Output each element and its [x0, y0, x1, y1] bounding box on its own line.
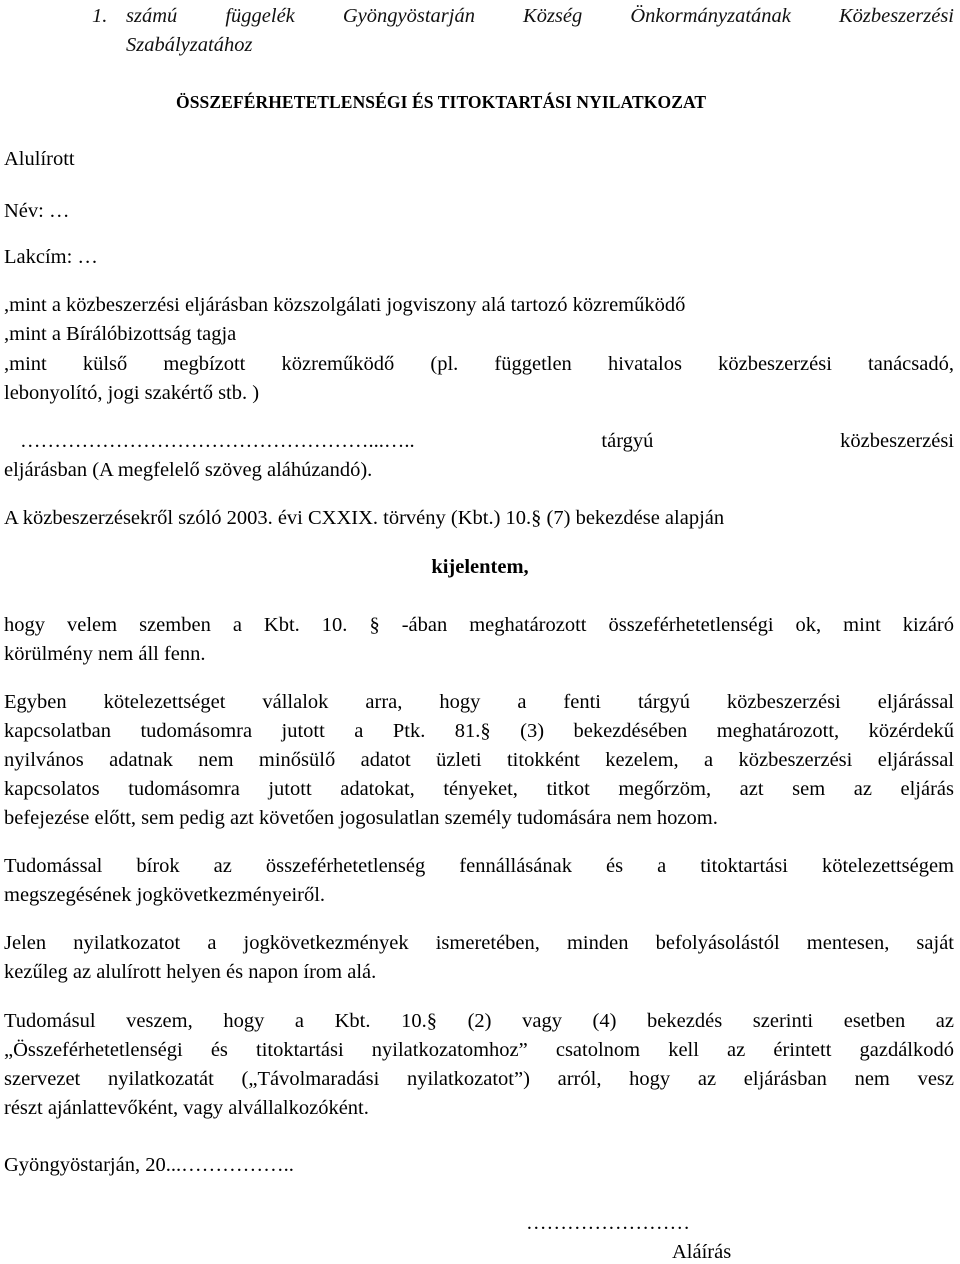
signature-label: Aláírás — [672, 1241, 732, 1263]
paragraph-4-line-2: kezűleg az alulírott helyen és napon írom alá. — [4, 961, 377, 983]
paragraph-2-line-1: Egyben kötelezettséget vállalok arra, hogy a fenti tárgyú közbeszerzési eljárással — [4, 691, 954, 713]
paragraph-2-line-4: kapcsolatos tudomásomra jutott adatokat, tényeket, titkot megőrzöm, azt sem az eljárás — [4, 778, 954, 800]
paragraph-3-line-1: Tudomással bírok az összeférhetetlenség fennállásának és a titoktartási kötelezettségem — [4, 855, 954, 877]
role-option-1: ,mint a közbeszerzési eljárásban közszolgálati jogviszony alá tartozó közreműködő — [4, 294, 686, 316]
undersigned-label: Alulírott — [4, 148, 75, 170]
paragraph-4-line-1: Jelen nyilatkozatot a jogkövetkezmények ismeretében, minden befolyásolástól mentesen, saját — [4, 932, 954, 954]
appendix-number: 1. — [92, 5, 108, 27]
role-option-3: ,mint külső megbízott közreműködő (pl. független hivatalos közbeszerzési tanácsadó, — [4, 353, 954, 375]
legal-basis: A közbeszerzésekről szóló 2003. évi CXXIX. törvény (Kbt.) 10.§ (7) bekezdése alapján — [4, 507, 725, 529]
paragraph-1-line-1: hogy velem szemben a Kbt. 10. § -ában meghatározott összeférhetetlenségi ok, mint kizáró — [4, 614, 954, 636]
declaration-title: ÖSSZEFÉRHETETLENSÉGI ÉS TITOKTARTÁSI NYILATKOZAT — [176, 92, 707, 112]
paragraph-3-line-2: megszegésének jogkövetkezményeiről. — [4, 884, 326, 906]
paragraph-5-line-3: szervezet nyilatkozatát („Távolmaradási nyilatkozatot”) arról, hogy az eljárásban nem vesz — [4, 1068, 954, 1090]
paragraph-5-line-1: Tudomásul veszem, hogy a Kbt. 10.§ (2) vagy (4) bekezdés szerinti esetben az — [4, 1010, 954, 1032]
role-option-3-cont: lebonyolító, jogi szakértő stb. ) — [4, 382, 260, 404]
signature-line: …………………… — [526, 1212, 690, 1234]
address-field: Lakcím: … — [4, 246, 98, 268]
paragraph-5-line-4: részt ajánlattevőként, vagy alvállalkozóként. — [4, 1097, 369, 1119]
paragraph-2-line-5: befejezése előtt, sem pedig azt követően jogosulatlan személy tudomására nem hozom. — [4, 807, 718, 829]
paragraph-2-line-2: kapcsolatban tudomásomra jutott a Ptk. 81.§ (3) bekezdésében meghatározott, közérdekű — [4, 720, 954, 742]
place-date: Gyöngyöstarján, 20...…………….. — [4, 1154, 294, 1176]
appendix-title-text: számú függelék Gyöngyöstarján Község Önkormányzatának Közbeszerzési — [126, 5, 954, 27]
role-option-2: ,mint a Bírálóbizottság tagja — [4, 323, 237, 345]
subject-line: ……………………………………………...….. tárgyú közbeszerzési — [20, 430, 954, 452]
paragraph-1-line-2: körülmény nem áll fenn. — [4, 643, 206, 665]
name-field: Név: … — [4, 200, 70, 222]
paragraph-2-line-3: nyilvános adatnak nem minősülő adatot üzleti titokként kezelem, a közbeszerzési eljárással — [4, 749, 954, 771]
appendix-header-line-2: Szabályzatához — [126, 34, 253, 56]
paragraph-5-line-2: „Összeférhetetlenségi és titoktartási nyilatkozatomhoz” csatolnom kell az érintett gazdálkodó — [4, 1039, 954, 1061]
declare-heading: kijelentem, — [431, 556, 529, 578]
subject-line-cont: eljárásban (A megfelelő szöveg aláhúzandó). — [4, 459, 373, 481]
